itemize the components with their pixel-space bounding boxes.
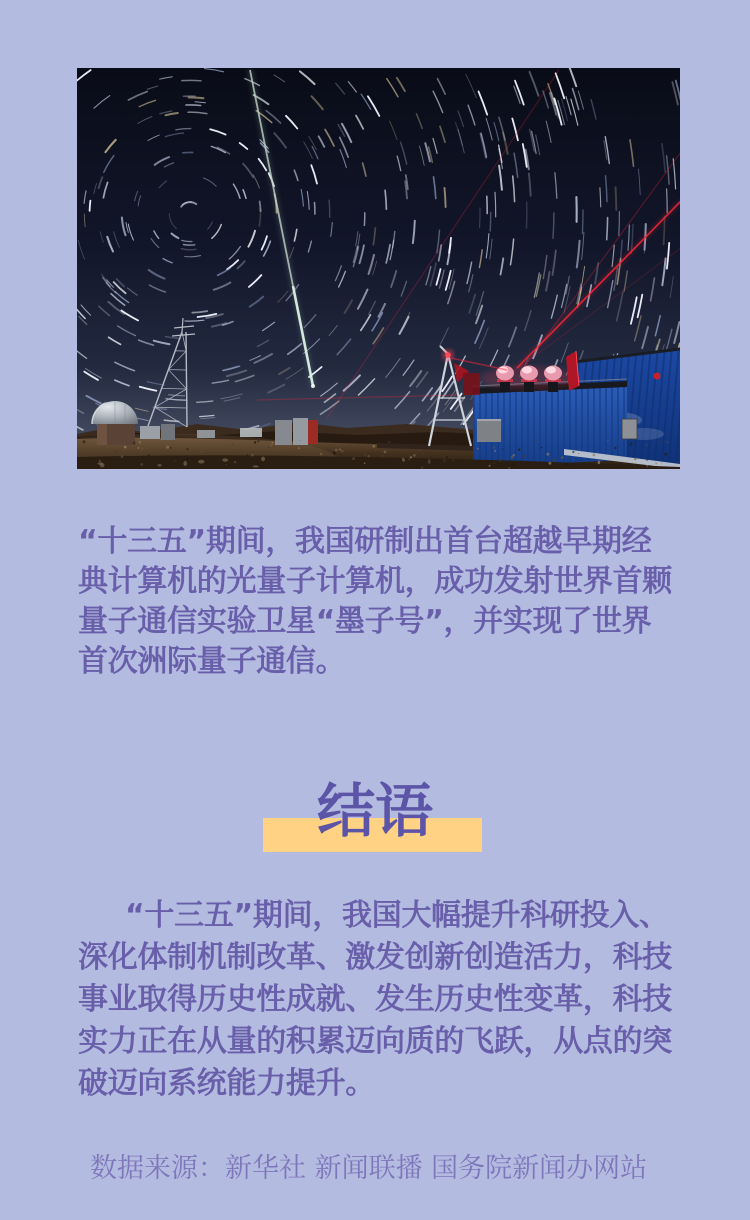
text-line: 实力正在从量的积累迈向质的飞跃，从点的突 [78,1024,672,1059]
station-building-flat [473,379,637,467]
mast-red-light [445,352,451,358]
text-line: 量子通信实验卫星“墨子号”，并实现了世界 [78,604,652,639]
data-source-note: 数据来源：新华社 新闻联播 国务院新闻办网站 [90,1153,648,1184]
paragraph-quantum-achievements [78,522,672,682]
text-line: 首次洲际量子通信。 [78,644,346,679]
star-trails-scene [77,68,680,469]
paragraph-conclusion [78,895,672,1105]
roof-beacon-light [654,373,661,380]
hero-photo [77,68,680,469]
text-line: 深化体制机制改革、激发创新创造活力，科技 [78,940,672,975]
text-line: “十三五”期间，我国研制出首台超越早期经 [78,524,652,559]
text-line: 典计算机的光量子计算机，成功发射世界首颗 [78,564,672,599]
observatory-dome [92,401,138,445]
text-line: “十三五”期间，我国大幅提升科研投入、 [125,898,669,933]
text-line: 破迈向系统能力提升。 [78,1066,375,1101]
text-line: 事业取得历史性成就、发生历史性变革，科技 [78,982,672,1017]
conclusion-heading: 结语 [316,777,433,845]
